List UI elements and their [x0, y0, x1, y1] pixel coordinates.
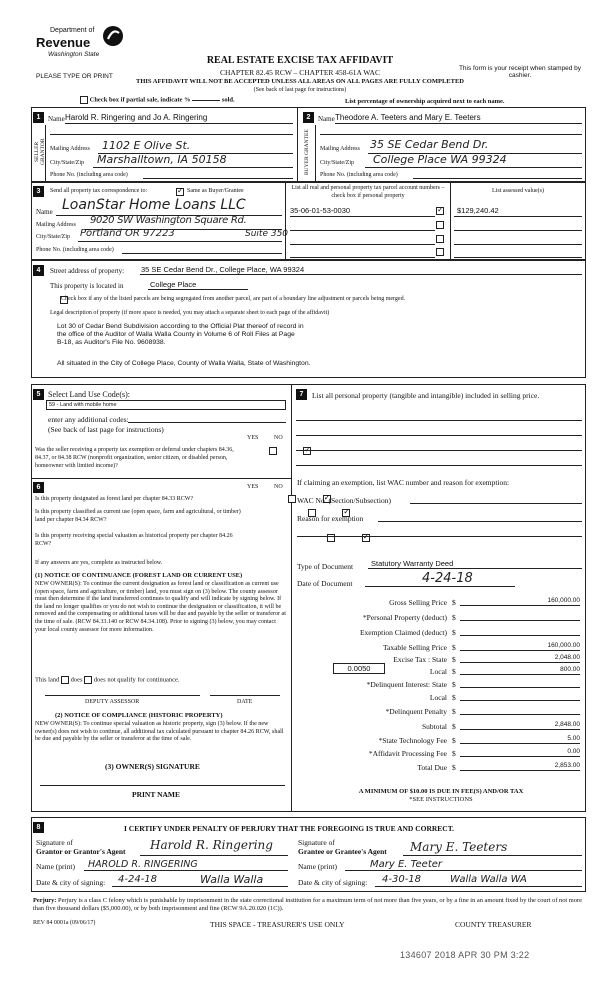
buyer-mailing[interactable]: 35 SE Cedar Bend Dr. [370, 138, 489, 151]
grantee-name-label: Name (print) [298, 862, 337, 871]
calc-row-label: *State Technology Fee [378, 736, 447, 745]
doc-type-label: Type of Document [297, 562, 354, 571]
same-as-buyer-checkbox[interactable] [176, 188, 184, 196]
calc-row-label: Local [429, 693, 447, 702]
calc-row-dollar: $ [452, 680, 456, 689]
calc-row-value[interactable] [460, 627, 580, 636]
buyer-phone-label: Phone No. (including area code) [320, 172, 398, 178]
legal-line-2: the office of the Auditor of Walla Walla County in Volume 6 of Roll Files at Page [57, 331, 295, 338]
grantee-name[interactable]: Mary E. Teeter [370, 859, 443, 870]
parcel-personal-checkbox[interactable] [436, 235, 444, 243]
does-not-checkbox[interactable] [84, 676, 92, 684]
tax-suite[interactable]: Suite 350 [245, 229, 289, 239]
form-revision: REV 84 0001a (09/06/17) [33, 920, 96, 926]
tax-city-label: City/State/Zip [36, 234, 70, 240]
partial-sale-row [80, 96, 235, 104]
calc-row-dollar: $ [452, 628, 456, 637]
calc-row-dollar: $ [452, 763, 456, 772]
grantor-name[interactable]: HAROLD R. RINGERING [88, 859, 198, 870]
calc-row-value[interactable] [460, 679, 580, 688]
section-4-badge: 4 [33, 265, 44, 276]
calc-row-dollar: $ [452, 707, 456, 716]
recording-stamp: 134607 2018 APR 30 PM 3:22 [400, 950, 530, 960]
grantee-sig-label: Signature of [298, 838, 335, 847]
tax-mailing-label: Mailing Address [36, 222, 76, 228]
tax-name[interactable]: LoanStar Home Loans LLC [62, 197, 246, 213]
continuance-title: (1) NOTICE OF CONTINUANCE (FOREST LAND OR CURRENT USE) [35, 572, 243, 579]
parcels-header: List all real and personal property tax parcel account numbers – check box if personal property [291, 185, 445, 199]
parcel-personal-checkbox[interactable] [436, 248, 444, 256]
calc-row-label: Total Due [417, 763, 447, 772]
treasurer-use-label: THIS SPACE - TREASURER'S USE ONLY [210, 920, 345, 929]
land-use-see-back: (See back of last page for instructions) [48, 425, 164, 434]
seller-side-label: SELLER GRANTOR [34, 138, 46, 166]
seller-mailing-label: Mailing Address [50, 146, 90, 152]
sec5-yes-checkbox[interactable] [269, 447, 277, 455]
section-1-badge: 1 [33, 112, 44, 123]
continuance-text: NEW OWNER(S): To continue the current designation as forest land or classification as current use (open space, farm and agriculture, or timber) land, you must sign on (3) below. The county assessor must then determine if the land transferred continues to qualify and will indicate by signing below. If the land no longer qualifies or you do not wish to continue the designation or classification, it will be removed and the compensating or additional taxes will be due and payable by the seller or transferor at the time of sale. (RCW 84.33.140 or RCW 84.34.108). Prior to signing (3) below, you may contact your local county assessor for more information. [35, 581, 286, 633]
calc-row-label: Subtotal [421, 722, 447, 731]
calc-row-value[interactable]: 2,853.00 [460, 762, 580, 771]
calc-row-label: Exemption Claimed (deduct) [359, 628, 447, 637]
please-type-text: PLEASE TYPE OR PRINT [36, 73, 113, 80]
calc-row-dollar: $ [452, 598, 456, 607]
logo-swoosh-icon [102, 25, 124, 47]
section-5-badge: 5 [33, 389, 44, 400]
seller-mailing[interactable]: 1102 E Olive St. [102, 139, 191, 152]
certify-statement: I CERTIFY UNDER PENALTY OF PERJURY THAT THE FOREGOING IS TRUE AND CORRECT. [124, 824, 455, 833]
parcel-assessed-value[interactable]: $129,240.42 [457, 206, 499, 215]
calc-row-label: Local [429, 667, 447, 676]
forest-yes-checkbox[interactable] [288, 495, 296, 503]
tax-city[interactable]: Portland OR 97223 [80, 228, 175, 239]
sold-label: sold. [221, 96, 235, 104]
assessor-date-label: DATE [237, 699, 253, 705]
street-address[interactable]: 35 SE Cedar Bend Dr., College Place, WA 99324 [141, 265, 305, 274]
calc-row-value[interactable]: 0.00 [460, 748, 580, 757]
legal-line-1: Lot 30 of Cedar Bend Subdivision according to the Official Plat thereof of record in [57, 323, 304, 330]
located-label: This property is located in [50, 282, 124, 290]
section-2-badge: 2 [303, 112, 314, 123]
calc-row-label: *Affidavit Processing Fee [368, 749, 447, 758]
local-rate-box[interactable]: 0.0050 [333, 663, 385, 674]
buyer-name[interactable]: Theodore A. Teeters and Mary E. Teeters [335, 113, 481, 122]
revenue-logo [36, 27, 126, 67]
grantee-date[interactable]: 4-30-18 [382, 874, 422, 885]
ownership-note: List percentage of ownership acquired next to each name. [345, 98, 505, 105]
logo-state-text: Washington State [48, 51, 100, 58]
tax-phone-label: Phone No. (including area code) [36, 247, 114, 253]
grantor-signature[interactable]: Harold R. Ringering [150, 838, 273, 852]
county-treasurer-label: COUNTY TREASURER [455, 920, 532, 929]
same-as-buyer-label: Same as Buyer/Grantee [187, 188, 244, 194]
grantee-date-label: Date & city of signing: [298, 878, 368, 887]
calc-row-value[interactable]: 800.00 [460, 666, 580, 675]
sec5-no-checkbox[interactable] [303, 447, 311, 455]
grantee-signature[interactable]: Mary E. Teeters [410, 840, 508, 854]
deputy-assessor-label: DEPUTY ASSESSOR [85, 699, 140, 705]
grantee-agent-label: Grantee or Grantee's Agent [298, 847, 387, 856]
calc-row-value[interactable] [460, 706, 580, 715]
seller-name-label: Name [48, 115, 65, 123]
qualify-label: qualify for continuance. [117, 676, 180, 684]
parcel-row [290, 247, 582, 259]
this-land-label: This land [35, 676, 60, 684]
historic-question: Is this property receiving special valuation as historical property per chapter 84.26 RCW? [35, 533, 233, 547]
street-label: Street address of property: [50, 267, 125, 275]
doc-type[interactable]: Statutory Warranty Deed [371, 559, 454, 568]
buyer-city[interactable]: College Place WA 99324 [373, 153, 507, 166]
receipt-note: This form is your receipt when stamped by cashier. [458, 65, 582, 79]
calc-row-value[interactable]: 5.00 [460, 735, 580, 744]
calc-row-dollar: $ [452, 643, 456, 652]
calc-row-label: Taxable Selling Price [382, 643, 447, 652]
if-yes-note: If any answers are yes, complete as instructed below. [35, 560, 163, 566]
parcel-number[interactable]: 35-06-01-53-0030 [290, 206, 351, 215]
buyer-mailing-label: Mailing Address [320, 146, 360, 152]
calc-row-dollar: $ [452, 613, 456, 622]
tax-name-label: Name [36, 208, 53, 216]
calc-row-value[interactable] [460, 612, 580, 621]
calc-row-value[interactable]: 160,000.00 [460, 642, 580, 651]
calc-row-label: *Delinquent Penalty [385, 707, 447, 716]
sec5-yes-header: YES [247, 435, 259, 441]
seller-phone-label: Phone No. (including area code) [50, 172, 128, 178]
assessed-value-header: List assessed value(s) [492, 188, 544, 194]
see-instructions-note: *SEE INSTRUCTIONS [409, 796, 473, 803]
buyer-name-label: Name [318, 115, 335, 123]
buyer-city-label: City/State/Zip [320, 160, 354, 166]
calc-row-dollar: $ [452, 667, 456, 676]
qualify-row [35, 676, 180, 684]
grantee-city[interactable]: Walla Walla WA [450, 874, 527, 885]
seller-city[interactable]: Marshalltown, IA 50158 [97, 153, 227, 166]
print-name-label: PRINT NAME [132, 790, 180, 799]
perjury-text: Perjury is a class C felony which is punishable by imprisonment in the state correctional institution for a maximum term of not more than five years, or by a fine in an amount fixed by the court of not more than five thousand dollars ($5,000.00), or by both imprisonment and fine (RCW 9A.20.020 (1C)). [33, 897, 582, 912]
form-title: REAL ESTATE EXCISE TAX AFFIDAVIT [206, 55, 394, 66]
doc-date-label: Date of Document [297, 579, 353, 588]
legal-label: Legal description of property (if more space is needed, you may attach a separate sheet to each page of the affidavit) [50, 310, 330, 316]
calc-row-value[interactable]: 2,048.00 [460, 654, 580, 663]
exemption-claim-label: If claiming an exemption, list WAC number and reason for exemption: [297, 478, 510, 487]
tax-mailing[interactable]: 9020 SW Washington Square Rd. [90, 215, 247, 226]
grantor-name-label: Name (print) [36, 862, 75, 871]
does-checkbox[interactable] [61, 676, 69, 684]
calc-row-label: *Delinquent Interest: State [366, 680, 447, 689]
logo-revenue-text: Revenue [36, 35, 91, 50]
reason-label: Reason for exemption [297, 514, 364, 523]
compliance-text: NEW OWNER(S): To continue special valuation as historic property, sign (3) below. If the new owner(s) does not wish to continue, all additional tax calculated pursuant to chapter 84.26 RCW, shall be due and payable by the seller or transferor at the time of sale. [35, 721, 284, 743]
grantor-date[interactable]: 4-24-18 [118, 874, 158, 885]
doc-date[interactable]: 4-24-18 [422, 571, 473, 586]
grantor-date-label: Date & city of signing: [36, 878, 106, 887]
segregated-label: Check box if any of the listed parcels are being segregated from another parcel, are part of a boundary line adjustment or parcels being merged. [61, 296, 406, 302]
parcel-row [290, 220, 582, 232]
grantor-agent-label: Grantor or Grantor's Agent [36, 847, 126, 856]
perjury-notice [33, 897, 585, 913]
calc-row-dollar: $ [452, 655, 456, 664]
calc-row-dollar: $ [452, 749, 456, 758]
calc-row-label: *Personal Property (deduct) [362, 613, 447, 622]
parcel-row [290, 234, 582, 246]
current-use-question: Is this property classified as current use (open space, farm and agricultural, or timber) land per chapter 84.34 RCW? [35, 509, 241, 523]
land-use-label: Select Land Use Code(s): [48, 390, 130, 399]
seller-name[interactable]: Harold R. Ringering and Jo A. Ringering [65, 113, 208, 122]
form-warning: THIS AFFIDAVIT WILL NOT BE ACCEPTED UNLESS ALL AREAS ON ALL PAGES ARE FULLY COMPLETED [136, 78, 464, 85]
calc-row-label: Gross Selling Price [389, 598, 447, 607]
partial-sale-label: Check box if partial sale, indicate % [89, 96, 191, 104]
legal-line-4: All situated in the City of College Place, County of Walla Walla, State of Washington. [57, 360, 311, 367]
tax-corr-label: Send all property tax correspondence to: [50, 188, 148, 194]
does-not-label: does not [93, 676, 116, 684]
sec5-no-header: NO [274, 435, 283, 441]
seller-city-label: City/State/Zip [50, 160, 84, 166]
does-label: does [70, 676, 83, 684]
parcel-personal-checkbox[interactable] [436, 221, 444, 229]
section-3-badge: 3 [33, 186, 44, 197]
minimum-note: A MINIMUM OF $10.00 IS DUE IN FEE(S) AND/OR TAX [358, 788, 524, 795]
legal-line-3: B-18, as Auditor's File No. 9608938. [57, 339, 166, 346]
grantor-sig-label: Signature of [36, 838, 73, 847]
calc-row-value[interactable]: 160,000.00 [460, 597, 580, 606]
logo-dept-text: Department of [50, 27, 95, 34]
parcel-personal-checkbox[interactable] [436, 207, 444, 215]
parcel-row [290, 206, 582, 218]
section-8-badge: 8 [33, 822, 44, 833]
buyer-side-label: BUYER GRANTEE [304, 129, 310, 175]
section-7-badge: 7 [296, 389, 307, 400]
additional-codes-label: enter any additional codes: [48, 415, 129, 424]
calc-row-dollar: $ [452, 736, 456, 745]
calc-row-value[interactable] [460, 692, 580, 701]
land-use-code[interactable]: 59 - Land with mobile home [46, 400, 286, 410]
wac-label: WAC No. (Section/Subsection) [297, 496, 391, 505]
section-6-badge: 6 [33, 482, 44, 493]
exemption-question: Was the seller receiving a property tax exemption or deferral under chapters 84.36, 84.37, or 84.38 RCW (nonprofit organization, senior citizen, or disabled person, homeowner with limited income)? [35, 447, 234, 469]
calc-row-dollar: $ [452, 722, 456, 731]
sec6-no-header: NO [274, 484, 283, 490]
compliance-title: (2) NOTICE OF COMPLIANCE (HISTORIC PROPERTY) [55, 712, 223, 719]
calc-row-label: Excise Tax : State [393, 655, 447, 664]
grantor-city[interactable]: Walla Walla [200, 873, 264, 886]
located-value[interactable]: College Place [150, 280, 197, 289]
forest-question: Is this property designated as forest land per chapter 84.33 RCW? [35, 496, 194, 502]
perjury-label: Perjury: [33, 897, 57, 904]
partial-sale-checkbox[interactable] [80, 96, 88, 104]
personal-property-label: List all personal property (tangible and intangible) included in selling price. [312, 391, 540, 400]
calc-row-value[interactable]: 2,848.00 [460, 721, 580, 730]
owner-signature-label: (3) OWNER(S) SIGNATURE [105, 762, 200, 771]
form-chapter: CHAPTER 82.45 RCW – CHAPTER 458-61A WAC [220, 68, 380, 77]
see-back-note: (See back of last page for instructions) [253, 87, 347, 93]
calc-row-dollar: $ [452, 693, 456, 702]
sec6-yes-header: YES [247, 484, 259, 490]
